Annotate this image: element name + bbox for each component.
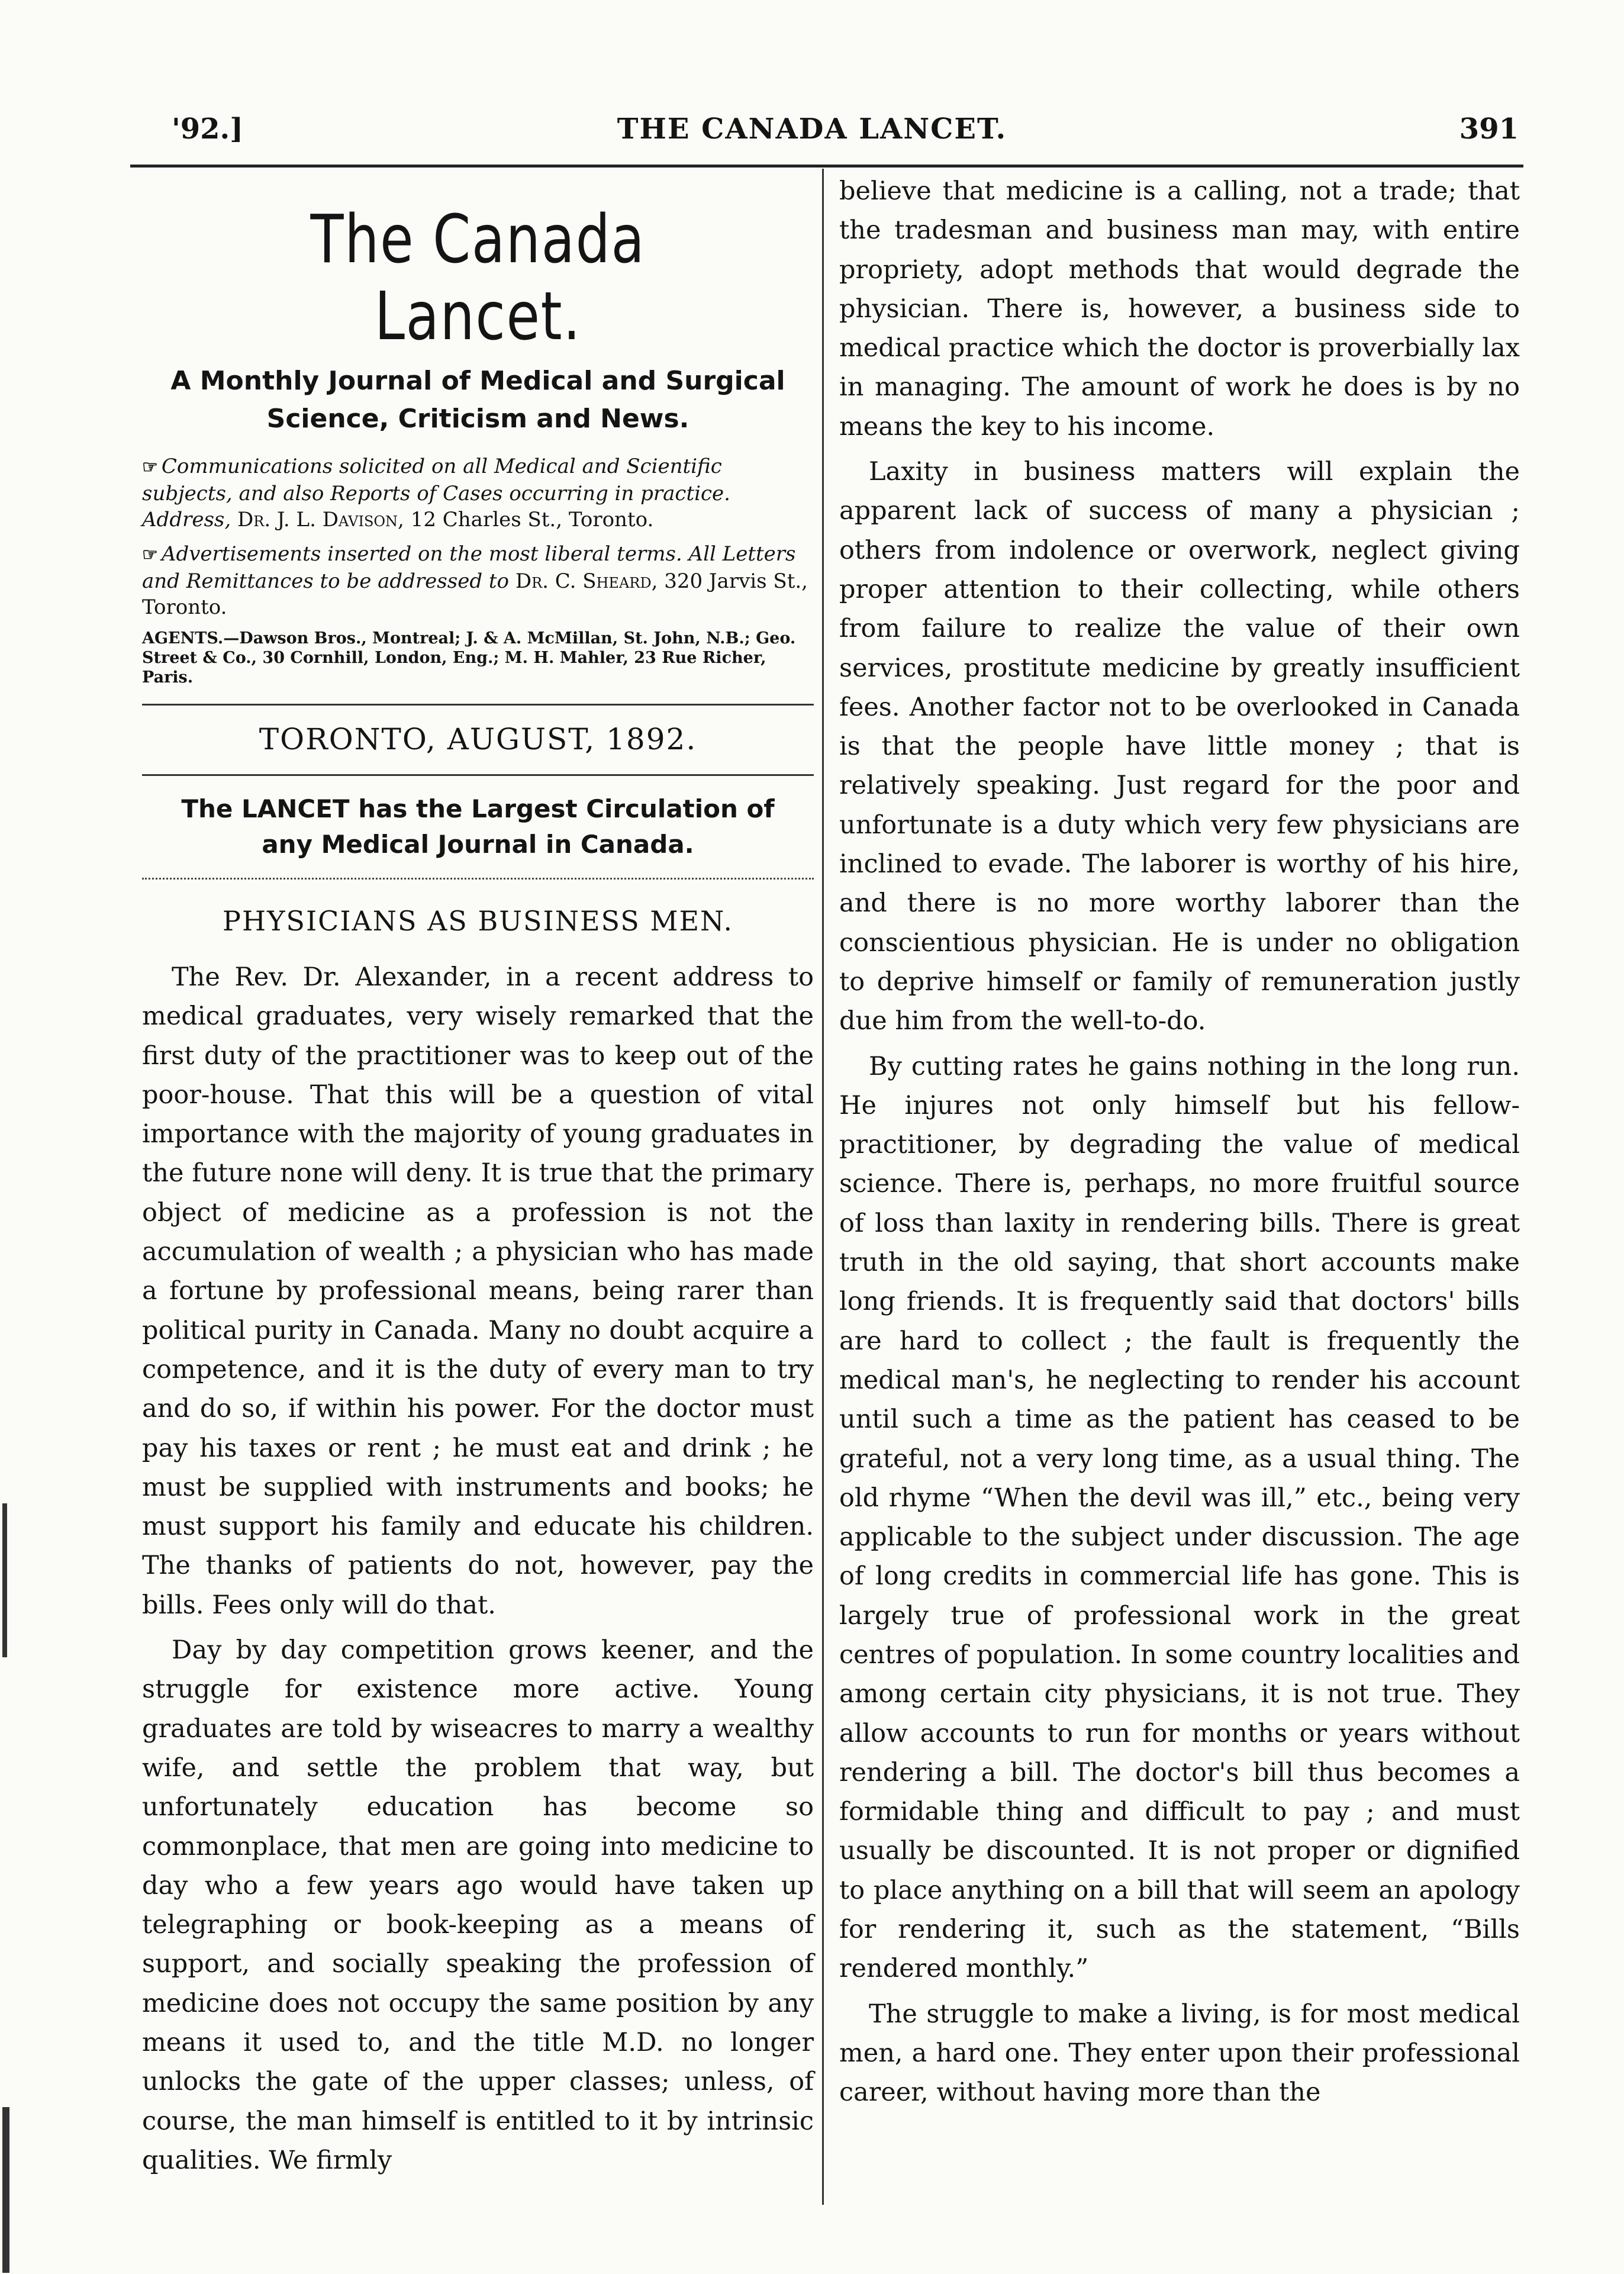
advertisements-notice: [142, 541, 814, 620]
running-header-year: '92.]: [172, 112, 243, 146]
article-paragraph: Day by day competition grows keener, and the struggle for existence more active. Young graduates are told by wiseacres to marry a wealthy wife, and settle the problem that way, but unfortunately education has become so commonplace, that men are going into medicine to day who a few years ago would have taken up telegraphing or book-keeping as a means of support, and socially speaking the profession of medicine does not occupy the same position by any means it used to, and the title M.D. no longer unlocks the gate of the upper classes; unless, of course, the man himself is entitled to it by intrinsic qualities. We firmly: [142, 1635, 814, 2175]
communications-notice: [142, 453, 814, 533]
advertisements-address: 320 Jarvis St., Toronto.: [142, 569, 808, 619]
margin-binding-mark: [2, 1503, 7, 1657]
advertisements-text: Advertisements inserted on the most liberal terms. All Letters and Remittances to be addressed to: [142, 542, 796, 593]
advertisements-name: Dr. C. Sheard,: [515, 569, 658, 593]
pointing-hand-icon: ☞: [142, 457, 158, 478]
agents-list: AGENTS.—Dawson Bros., Montreal; J. & A. McMillan, St. John, N.B.; Geo. Street & Co., 30 Cornhill, London, Eng.; M. H. Mahler, 23 Rue Richer, Paris.: [142, 629, 796, 687]
header-rule: [130, 165, 1523, 168]
communications-address-prefix: Address,: [142, 508, 231, 532]
article-paragraph: Laxity in business matters will explain the apparent lack of success of many a physician ; others from indolence or overwork, neglect giving proper attention to their collecting, while others from failure to realize the value of their own services, prostitute medicine by greatly insufficient fees. Another factor not to be overlooked in Canada is that the people have little money ; that is relatively speaking. Just regard for the poor and unfortunate is a duty which very few physicians are inclined to evade. The laborer is worthy of his hire, and there is no more worthy laborer than the conscientious physician. He is under no obligation to deprive himself or family of remuneration justly due him from the well-to-do.: [839, 457, 1520, 1036]
column-divider: [822, 169, 824, 2205]
circulation-notice: The LANCET has the Largest Circulation of any Medical Journal in Canada.: [181, 794, 775, 859]
margin-binding-mark: [2, 2107, 9, 2273]
masthead-subtitle: A Monthly Journal of Medical and Surgical Science, Criticism and News.: [170, 366, 785, 434]
page-number: 391: [1459, 112, 1519, 146]
article-paragraph: believe that medicine is a calling, not a trade; that the tradesman and business man may, with entire propriety, adopt methods that would degrade the physician. There is, however, a business side to medical practice which the doctor is proverbially lax in managing. The amount of work he does is by no means the key to his income.: [839, 176, 1520, 442]
dotted-rule: [142, 878, 814, 880]
communications-address-name: Dr. J. L. Davison,: [237, 508, 404, 532]
left-column: [142, 178, 814, 2180]
article-paragraph: The Rev. Dr. Alexander, in a recent address to medical graduates, very wisely remarked that the first duty of the practitioner was to keep out of the poor-house. That this will be a question of vital importance with the majority of young graduates in the future none will deny. It is true that the primary object of medicine as a profession is not the accumulation of wealth ; a physician who has made a fortune by professional means, being rarer than political purity in Canada. Many no doubt acquire a competence, and it is the duty of every man to try and do so, if within his power. For the doctor must pay his taxes or rent ; he must eat and drink ; he must be supplied with instruments and books; he must support his family and educate his children. The thanks of patients do not, however, pay the bills. Fees only will do that.: [142, 962, 814, 1620]
section-rule: [142, 704, 814, 706]
masthead-title: The Canada Lancet.: [310, 201, 646, 355]
article-title: PHYSICIANS AS BUSINESS MEN.: [223, 905, 733, 937]
right-column: [839, 172, 1520, 2112]
running-header-title: THE CANADA LANCET.: [617, 112, 1007, 146]
pointing-hand-icon: ☞: [142, 545, 158, 565]
dateline: TORONTO, AUGUST, 1892.: [259, 722, 697, 756]
section-rule: [142, 774, 814, 776]
article-paragraph: By cutting rates he gains nothing in the long run. He injures not only himself but his fellow-practitioner, by degrading the value of medical science. There is, perhaps, no more fruitful source of loss than laxity in rendering bills. There is great truth in the old saying, that short accounts make long friends. It is frequently said that doctors' bills are hard to collect ; the fault is frequently the medical man's, he neglecting to render his account until such a time as the patient has ceased to be grateful, not a very long time, as a usual thing. The old rhyme “When the devil was ill,” etc., being very applicable to the subject under discussion. The age of long credits in commercial life has gone. This is largely true of professional work in the great centres of population. In some country localities and among certain city physicians, it is not true. They allow accounts to run for months or years without rendering a bill. The doctor's bill thus becomes a formidable thing and difficult to pay ; and must usually be discounted. It is not proper or dignified to place anything on a bill that will seem an apology for rendering it, such as the statement, “Bills rendered monthly.”: [839, 1051, 1520, 1984]
communications-text: Communications solicited on all Medical and Scientific subjects, and also Reports of Cases occurring in practice.: [142, 455, 730, 505]
article-paragraph: The struggle to make a living, is for most medical men, a hard one. They enter upon their professional career, without having more than the: [839, 1999, 1520, 2108]
communications-address-rest: 12 Charles St., Toronto.: [410, 508, 654, 532]
